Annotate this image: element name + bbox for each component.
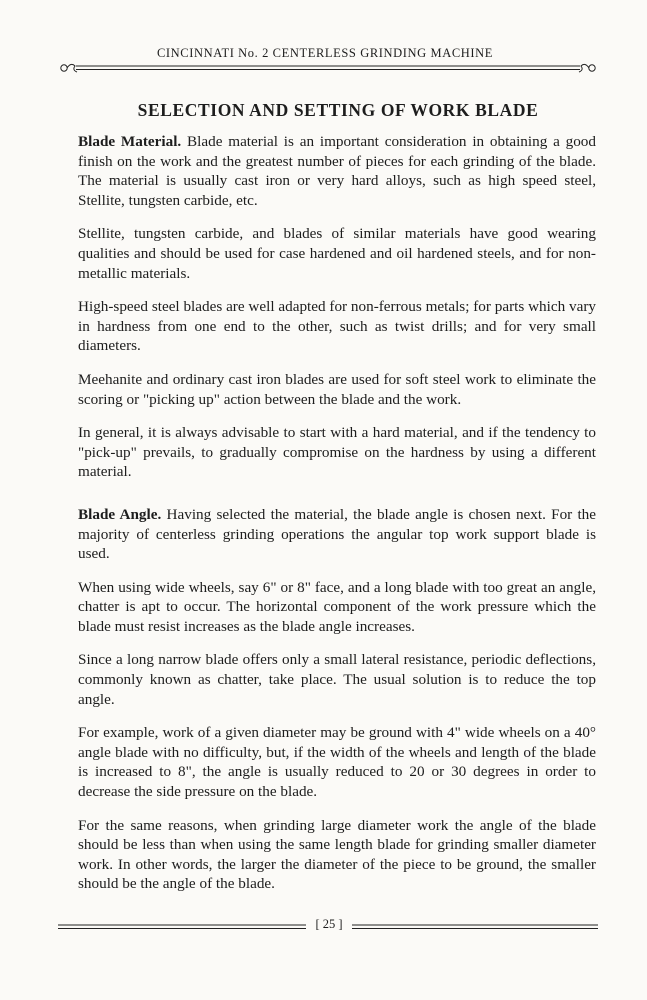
body-text <box>78 132 596 908</box>
running-head: CINCINNATI No. 2 CENTERLESS GRINDING MACHINE <box>156 46 494 60</box>
paragraph <box>78 816 596 894</box>
page-number: [ 25 ] <box>306 917 352 932</box>
paragraph <box>78 578 596 637</box>
run-in-heading: Blade Angle. <box>78 505 162 523</box>
section-title: SELECTION AND SETTING OF WORK BLADE <box>137 100 539 120</box>
paragraph-text: For the same reasons, when grinding large diameter work the angle of the blade should be less than when using the same length blade for grinding smaller diameter work. In other words, the larger the diameter of the piece to be ground, the smaller should be the angle of the blade. <box>78 816 596 893</box>
paragraph-text: Having selected the material, the blade angle is chosen next. For the majority of centerless grinding operations the angular top work support blade is used. <box>78 505 597 563</box>
paragraph-text: Stellite, tungsten carbide, and blades of similar materials have good wearing qualities and should be used for case hardened and oil hardened steels, and for non-metallic materials. <box>78 225 596 282</box>
paragraph <box>78 370 596 409</box>
paragraph-text: In general, it is always advisable to start with a hard material, and if the tendency to "pick-up" prevails, to gradually compromise on the hardness by using a different material. <box>78 424 596 481</box>
run-in-heading: Blade Material. <box>78 133 182 150</box>
paragraph <box>78 132 596 210</box>
header-ornament-rule <box>58 60 598 74</box>
paragraph-text: High-speed steel blades are well adapted for non-ferrous metals; for parts which vary in hardness from one end to the other, such as twist drills; and for very small diameters. <box>78 298 596 355</box>
paragraph <box>78 505 596 564</box>
paragraph-text: For example, work of a given diameter may be ground with 4" wide wheels on a 40° angle blade with no difficulty, but, if the width of the wheels and length of the blade is increased to 8", the angle is usually reduced to 20 or 30 degrees in order to decrease the side pressure on the blade. <box>78 724 596 801</box>
paragraph-text: Blade material is an important consideration in obtaining a good finish on the work and the greatest number of pieces for each grinding of the blade. The material is usually cast iron or very hard alloys, such as high speed steel, Stellite, tungsten carbide, etc. <box>78 133 596 209</box>
paragraph-text: Meehanite and ordinary cast iron blades are used for soft steel work to eliminate the scoring or "picking up" action between the blade and the work. <box>78 370 596 408</box>
paragraph <box>78 224 596 283</box>
paragraph <box>78 723 596 801</box>
paragraph <box>78 423 596 482</box>
paragraph-text: Since a long narrow blade offers only a small lateral resistance, periodic deflections, commonly known as chatter, take place. The usual solution is to reduce the top angle. <box>78 651 596 708</box>
paragraph-text: When using wide wheels, say 6" or 8" face, and a long blade with too great an angle, chatter is apt to occur. The horizontal component of the work pressure which the blade must resist increases as the blade angle increases. <box>78 578 596 635</box>
paragraph <box>78 297 596 356</box>
paragraph <box>78 650 596 709</box>
